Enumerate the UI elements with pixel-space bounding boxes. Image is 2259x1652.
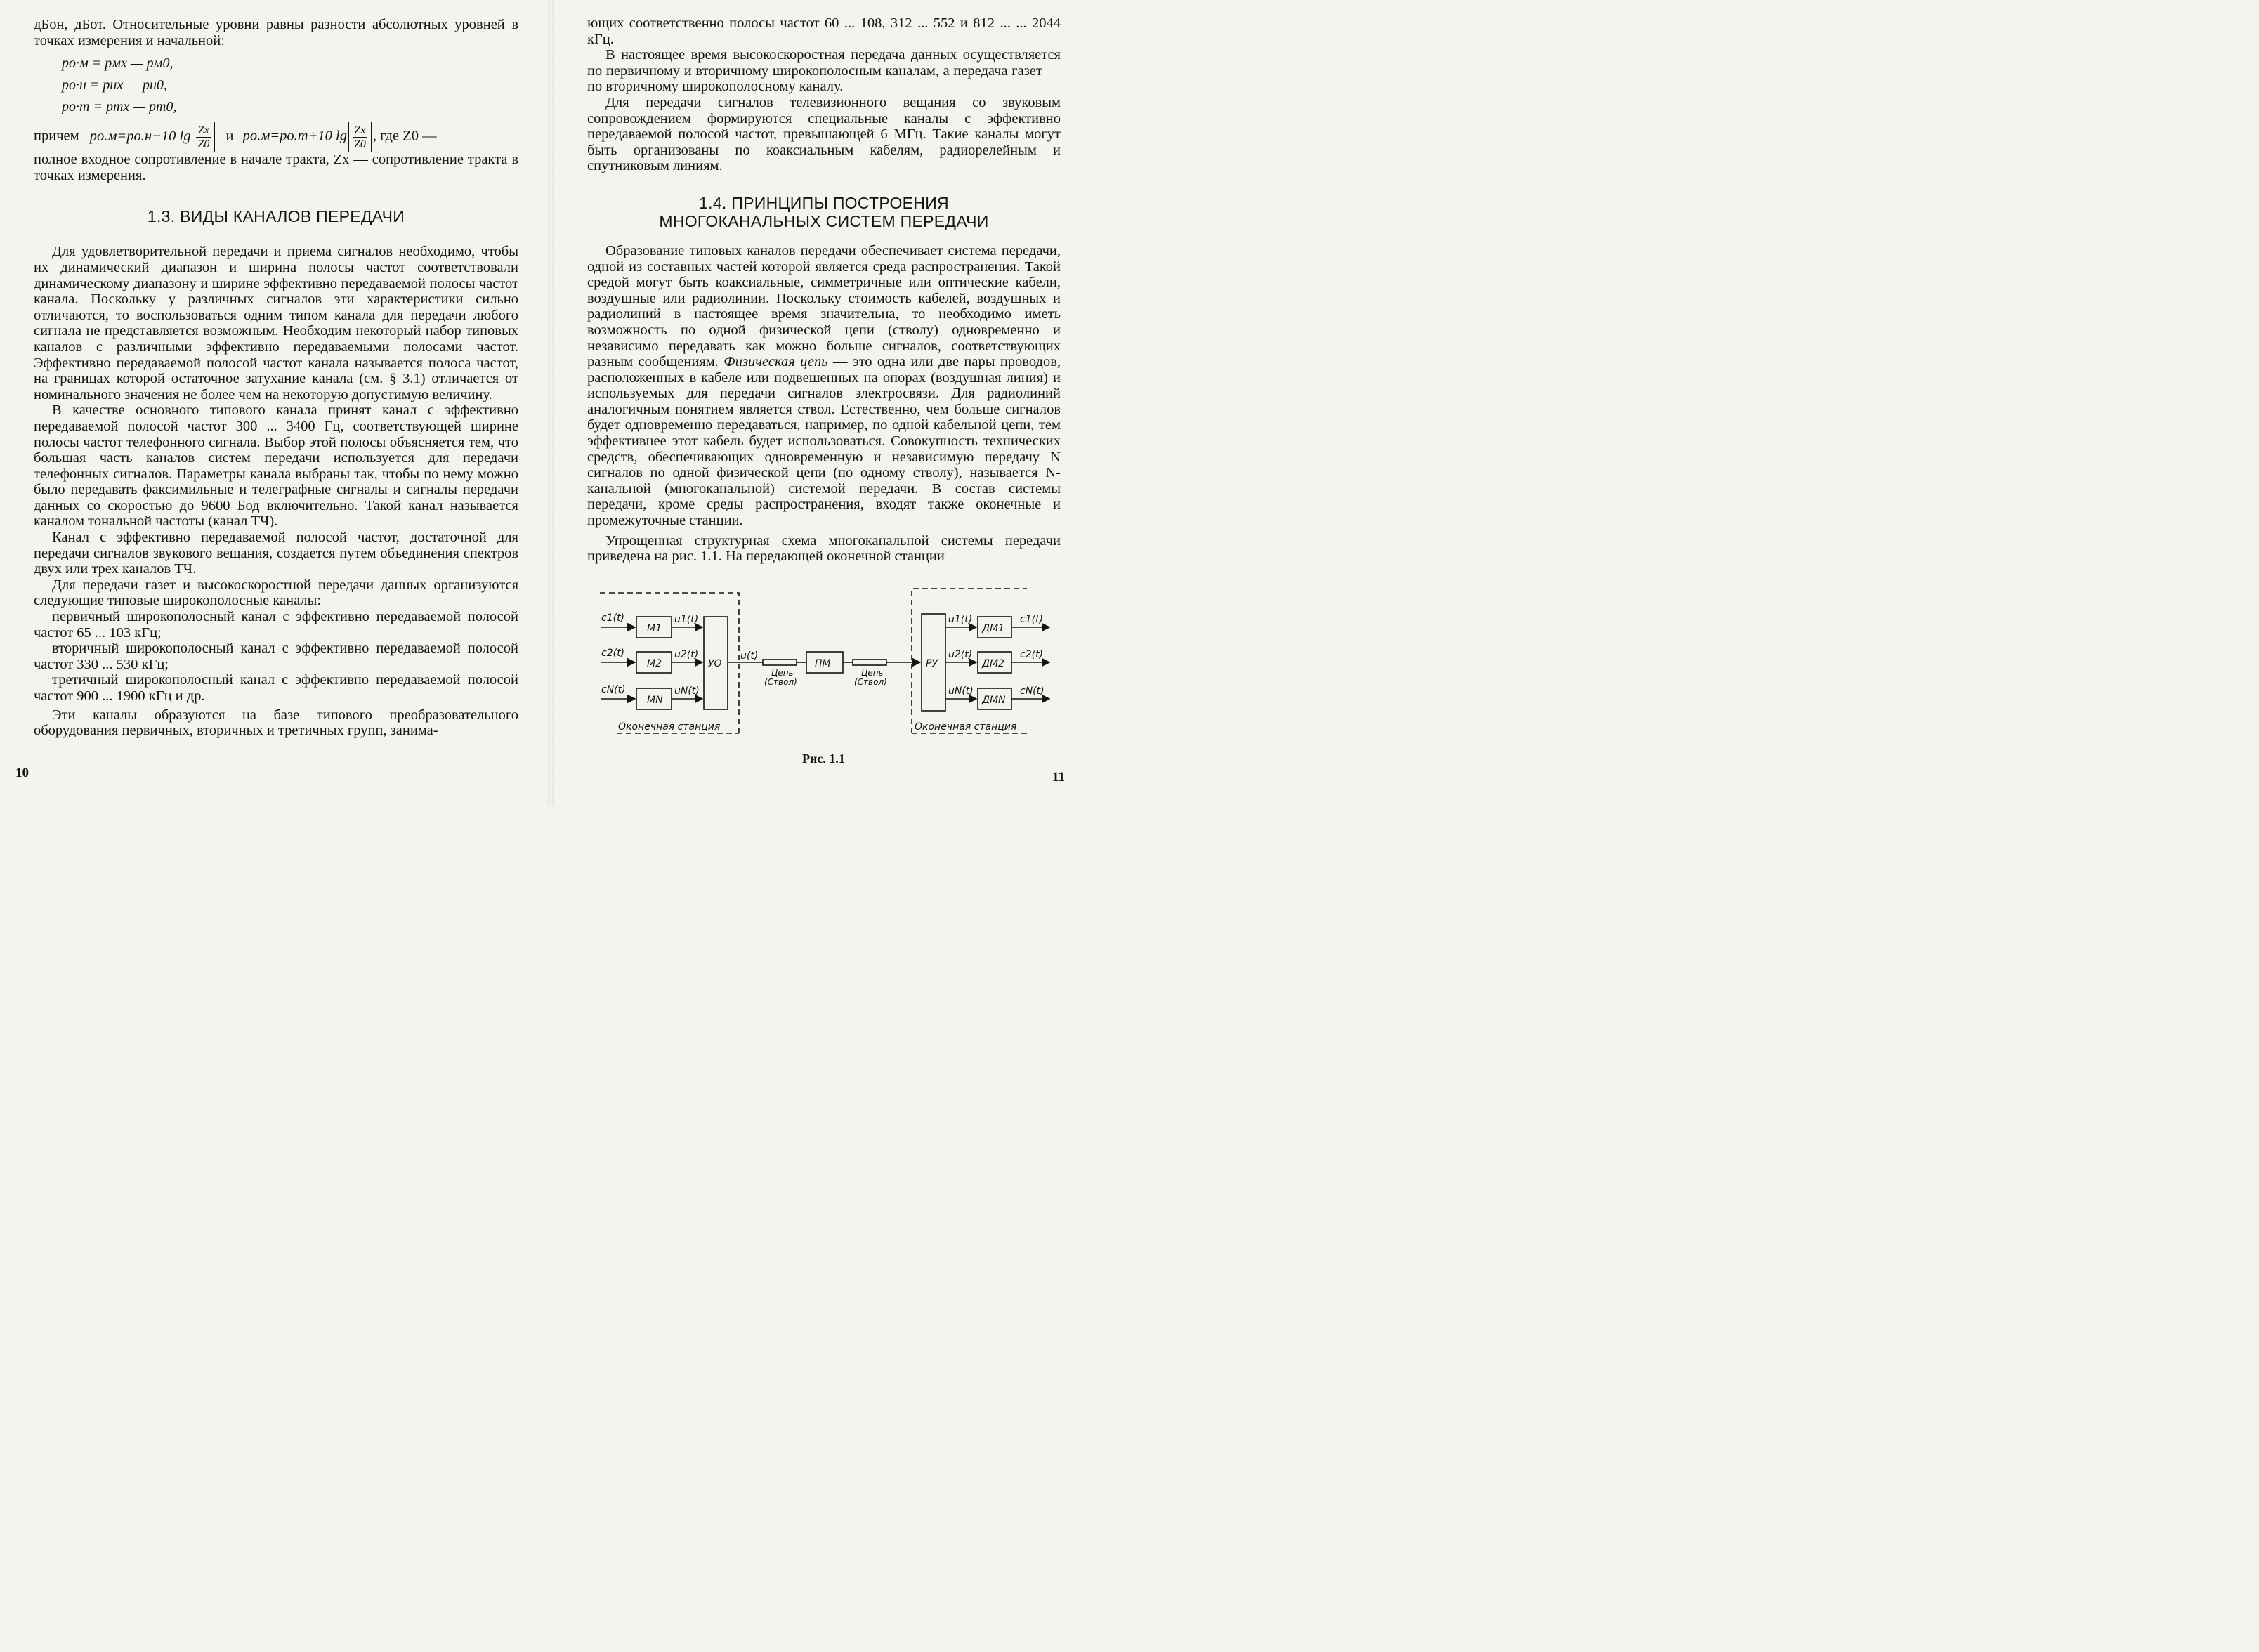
chain-label-left: Цепь [771,668,794,678]
input-label-2: c2(t) [601,648,625,659]
intro-text: дБон, дБот. Относительные уровни равны разности абсолютных уровней в точках измерения и начальной: [34,17,518,48]
formula-3: pо·т = pтх — pт0, [62,99,177,115]
section-heading-1-4 [587,194,1061,230]
demod-input-1: u1(t) [948,614,973,625]
page-number-right: 11 [1052,770,1065,785]
mod-output-n: uN(t) [674,686,700,697]
fraction-zx-z0-2: $\frac{Zx}{Z0}$ [353,124,366,150]
list-item-primary: первичный широкополосный канал с эффективно передаваемой полосой частот 65 ... 103 кГц; [34,609,518,641]
chain-label-right: Цепь [861,668,884,678]
heading-line-2: МНОГОКАНАЛЬНЫХ СИСТЕМ ПЕРЕДАЧИ [659,211,989,230]
figure-block-diagram [591,584,1059,745]
line-signal-label: u(t) [740,650,759,662]
relation-suffix: , где Z0 — [372,128,437,144]
left-page [0,0,551,806]
paragraph-1: Для удовлетворительной передачи и приема сигналов необходимо, чтобы их динамический диапазон и ширина полосы частот соответствовали динамическому диапазону и ширине эффективно передаваемой полосы частот канала. Поскольку у различных сигналов эти характеристики сильно отличаются, то воспользоваться одним типом канала для передачи любого сигнала не представляется возможным. Необходим некоторый набор типовых каналов с различными эффективно передаваемыми полосами частот. Эффективно передаваемой полосой частот канала называется полоса частот, на границах которой остаточное затухание канала (см. § 3.1) отличается от номинального значения не более чем на некоторую допустимую величину. [34,244,518,402]
mod-output-2: u2(t) [674,649,699,660]
relation-a: pо.м=pо.н−10 lg [89,128,191,144]
demod-input-2: u2(t) [948,649,973,660]
demod-input-n: uN(t) [948,686,974,697]
paragraph-r1: В настоящее время высокоскоростная передача данных осуществляется по первичному и вторичному широкополосным каналам, а передача газет — по вторичному широкополосному каналу. [587,47,1061,95]
input-label-n: cN(t) [601,684,626,695]
output-label-1: c1(t) [1020,614,1044,625]
output-label-n: cN(t) [1020,686,1045,697]
continuation-text: ющих соответственно полосы частот 60 ... 108, 312 ... 552 и 812 ... ... 2044 кГц. [587,15,1061,47]
formula-2: pо·н = pнх — pн0, [62,77,167,93]
demodulator-1-label: ДМ1 [982,623,1004,634]
modulator-n-label: MN [647,695,663,706]
modulator-1-label: M1 [647,623,662,634]
relation-and: и [225,128,234,144]
demodulator-2-label: ДМ2 [982,658,1004,669]
paragraph-5: Эти каналы образуются на базе типового преобразовательного оборудования первичных, вторичных и третичных групп, занима- [34,707,518,739]
relation-line [34,122,518,152]
station-label-right: Оконечная станция [915,721,1017,733]
level-formulas [34,53,518,118]
term-physical-chain: Физическая цепь [723,354,828,370]
paragraph-2: В качестве основного типового канала принят канал с эффективно передаваемой полосой частот 300 ... 3400 Гц, соответствующей ширине полосы частот телефонного сигнала. Выбор этой полосы объясняется тем, что большая часть каналов систем передачи используется для передачи телефонных сигналов. Параметры канала выбраны так, чтобы по нему можно было передавать факсимильные и телеграфные сигналы и сигналы передачи данных со скоростью до 9600 Бод включительно. Такой канал называется каналом тональной частоты (канал ТЧ). [34,402,518,530]
heading-line-1: 1.4. ПРИНЦИПЫ ПОСТРОЕНИЯ [699,193,949,212]
list-item-secondary: вторичный широкополосный канал с эффективно передаваемой полосой частот 330 ... 530 кГц; [34,641,518,672]
paragraph-3: Канал с эффективно передаваемой полосой частот, достаточной для передачи сигналов звукового вещания, создается путем объединения спектров двух или трех каналов ТЧ. [34,530,518,577]
paragraph-r4: Упрощенная структурная схема многоканальной системы передачи приведена на рис. 1.1. На передающей оконечной станции [587,532,1061,565]
chain-sub-left: (Ствол) [764,677,797,687]
input-label-1: c1(t) [601,612,625,624]
demodulator-n-label: ДМN [982,695,1006,706]
relation-prefix: причем [34,128,79,144]
modulator-2-label: M2 [647,658,662,669]
paragraph-r3: Образование типовых каналов передачи обеспечивает система передачи, одной из составных частей которой является среда распространения. Такой средой могут быть коаксиальные, симметричные или оптические кабели, воздушные или радиолинии. Поскольку стоимость кабелей, воздушных и радиолиний в настоящее время значительна, то необходимо иметь возможность по одной физической цепи (стволу) одновременно и независимо передавать как можно больше сигналов, соответствующих разным сообщениям. Физическая цепь — это одна или две пары проводов, расположенных в кабеле или подвешенных на опорах (воздушная линия) и используемых для передачи сигналов электросвязи. Для радиолиний аналогичным понятием является ствол. Естественно, чем больше сигналов будет одновременно передаваться, например, по одной кабельной цепи, тем эффективнее этот кабель будет использоваться. Совокупность технических средств, обеспечивающих одновременную и независимую передачу N сигналов по одной физической цепи (по одному стволу), называется N-канальной (многоканальной) системой передачи. В состав системы передачи, кроме среды распространения, входят также оконечные и промежуточные станции. [587,242,1061,529]
paragraph-4: Для передачи газет и высокоскоростной передачи данных организуются следующие типовые широкополосные каналы: [34,577,518,609]
figure-caption: Рис. 1.1 [802,752,845,766]
repeater-label: ПМ [815,658,831,669]
relation-b: pо.м=pо.т+10 lg [242,128,347,144]
chain-sub-right: (Ствол) [854,677,887,687]
output-label-2: c2(t) [1020,649,1044,660]
splitter-label: РУ [926,658,938,669]
formula-1: pо·м = pмх — pм0, [62,55,173,72]
paragraph-r2: Для передачи сигналов телевизионного вещания со звуковым сопровождением формируются специальные каналы с эффективно передаваемой полосой частот, превышающей 6 МГц. Такие каналы могут быть организованы по коаксиальным кабелям, радиорелейным и спутниковым линиям. [587,94,1061,174]
fraction-zx-z0: $\frac{Zx}{Z0}$ [197,124,210,150]
page-number-left: 10 [15,766,29,780]
section-heading-1-3: 1.3. ВИДЫ КАНАЛОВ ПЕРЕДАЧИ [147,207,405,226]
relation-rest: полное входное сопротивление в начале тракта, Zx — сопротивление тракта в точках измерения. [34,152,518,183]
station-label-left: Оконечная станция [618,721,721,733]
combiner-label: УО [708,658,722,669]
mod-output-1: u1(t) [674,614,699,625]
list-item-tertiary: третичный широкополосный канал с эффективно передаваемой полосой частот 900 ... 1900 кГц и др. [34,672,518,704]
